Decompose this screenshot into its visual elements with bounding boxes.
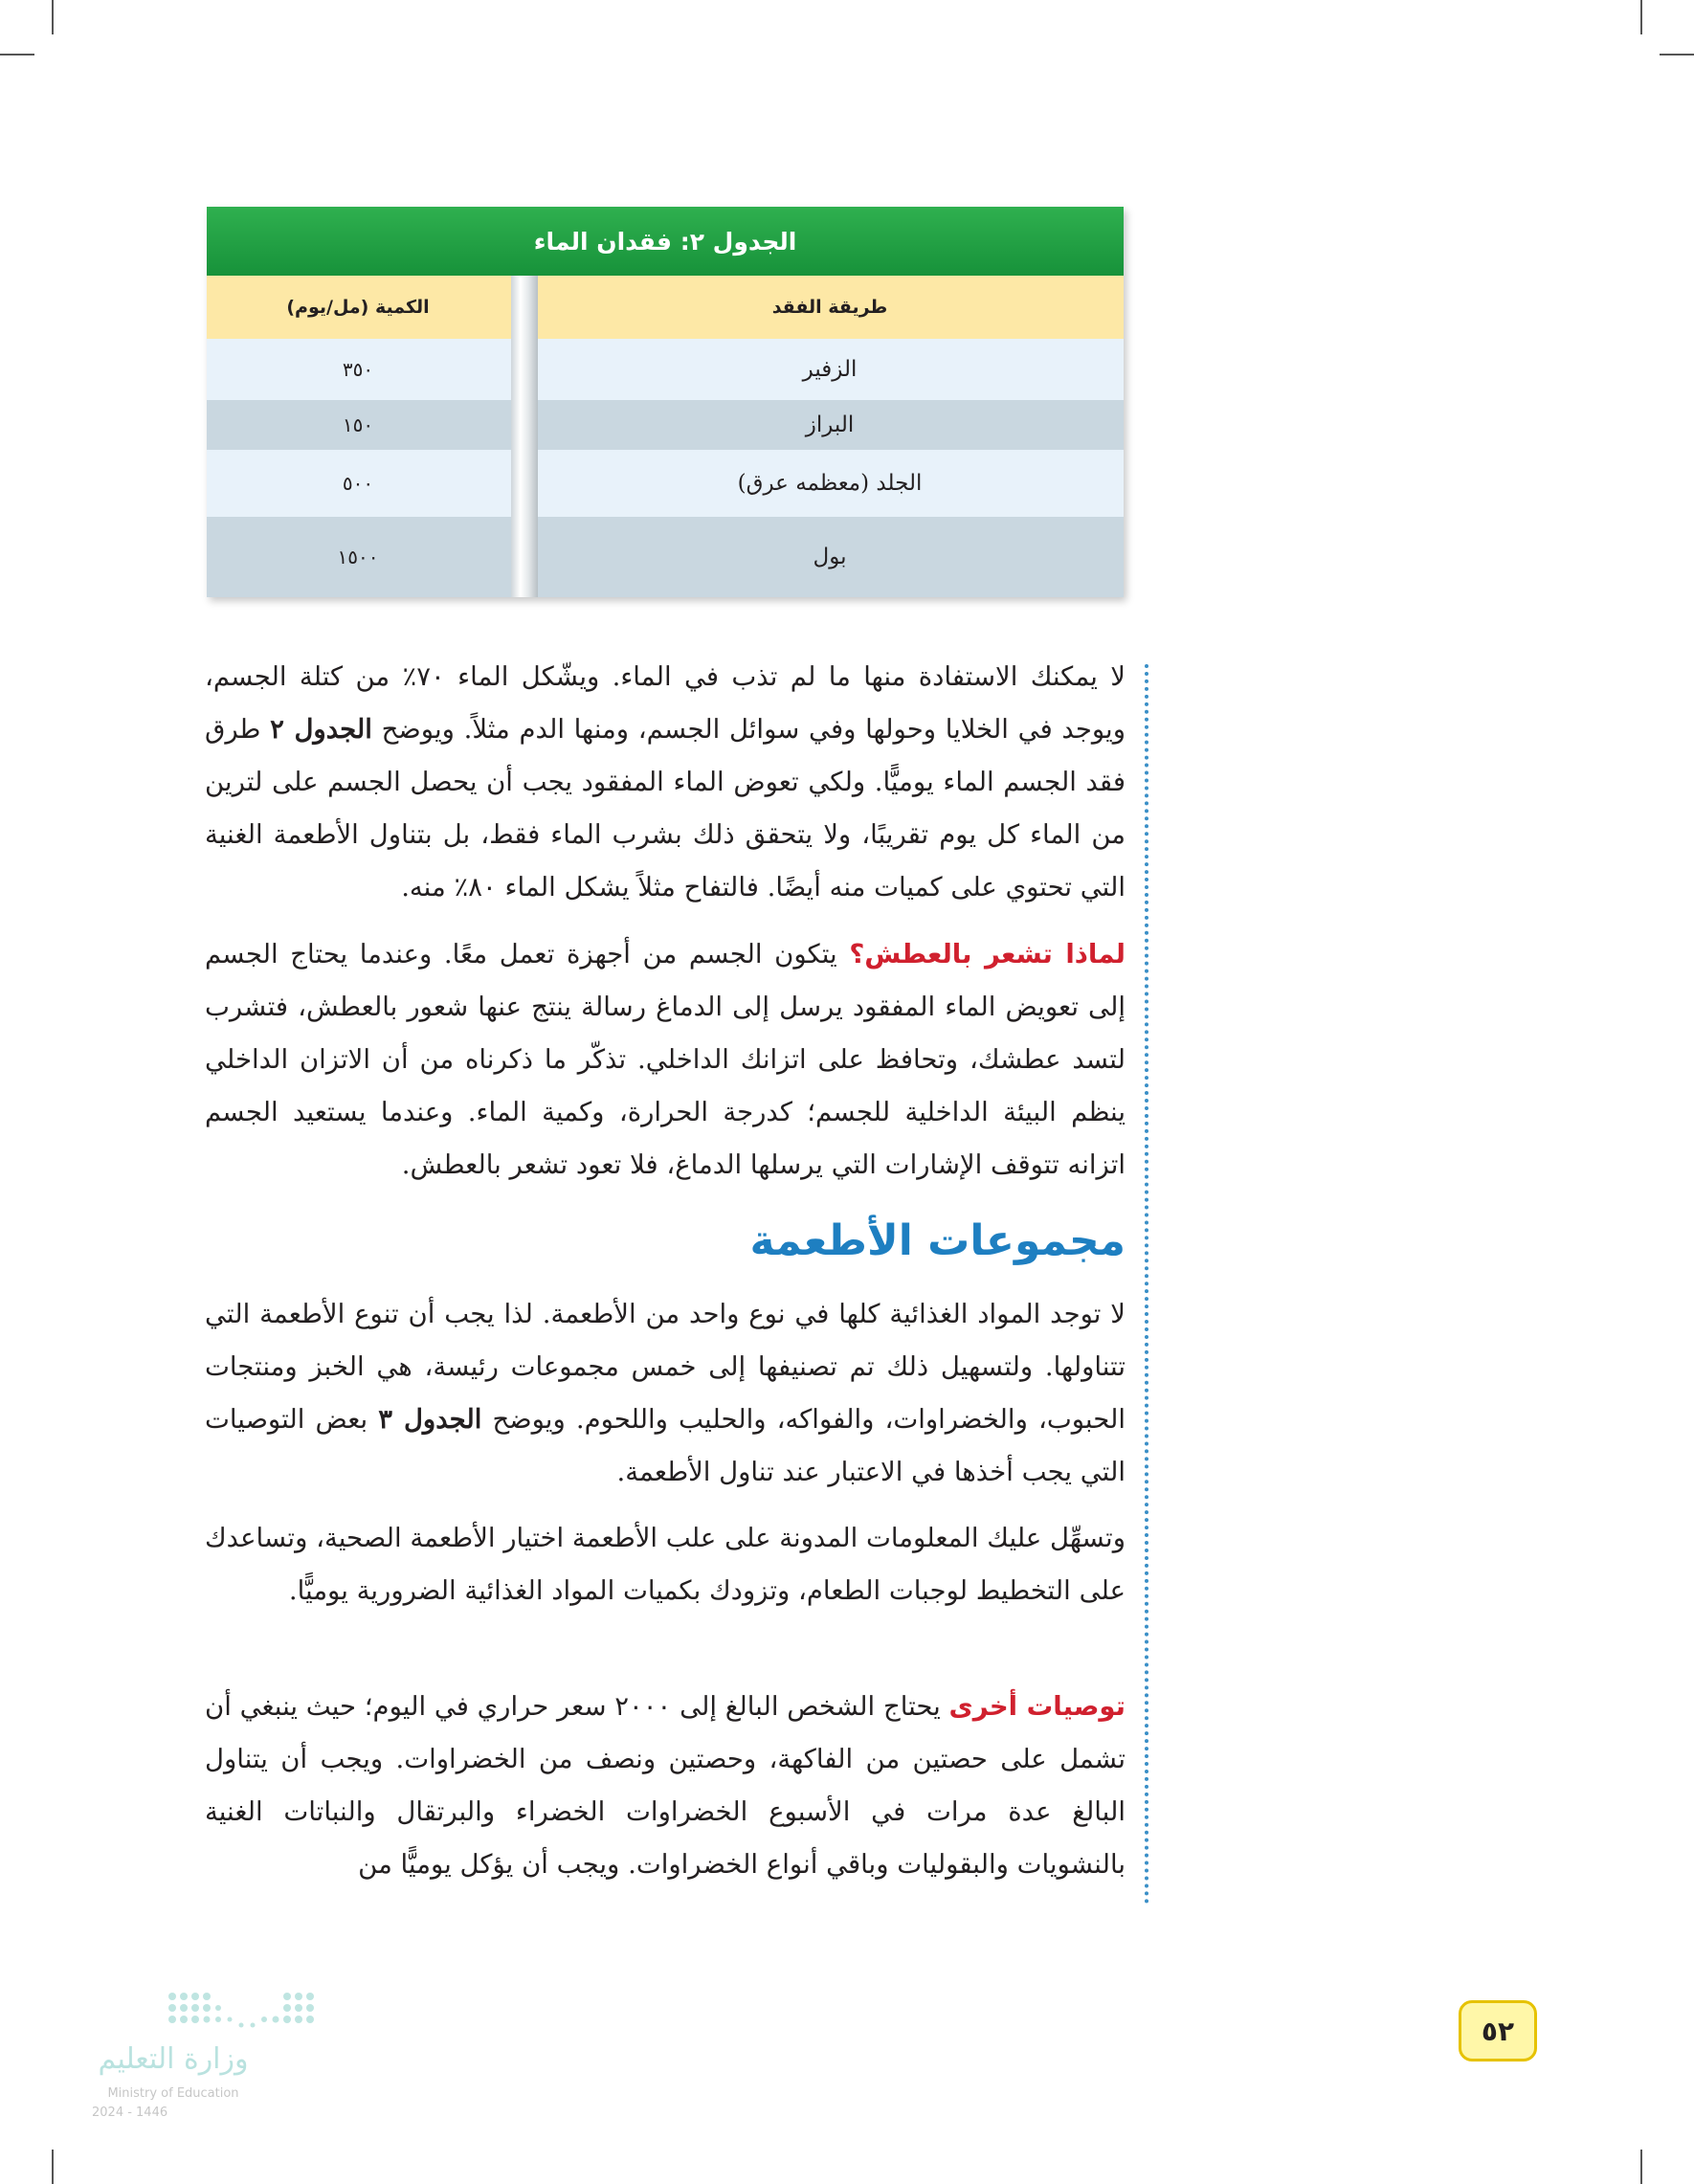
- cell-quantity: ٣٥٠: [342, 358, 374, 381]
- paragraph-food-labels: [205, 1512, 1126, 1617]
- table-row: [207, 450, 1124, 517]
- ministry-name-english: Ministry of Education: [107, 2086, 239, 2101]
- para5-text: يحتاج الشخص البالغ إلى ٢٠٠٠ سعر حراري في اليوم؛ حيث ينبغي أن تشمل على حصتين من الفاكهة، وحصتين ونصف من الخضراوات. ويجب أن يتناول البالغ عدة مرات في الأسبوع الخضراوات الخضراء والبرتقال والنباتات الغنية بالنشويات والبقوليات وباقي أنواع الخضراوات. ويجب أن يؤكل يوميًّا من: [205, 1691, 1126, 1880]
- para2-text: يتكون الجسم من أجهزة تعمل معًا. وعندما يحتاج الجسم إلى تعويض الماء المفقود يرسل إلى الدماغ رسالة ينتج عنها شعور بالعطش، فتشرب لتسد عطشك، وتحافظ على اتزانك الداخلي. تذكّر ما ذكرناه من أن الاتزان الداخلي ينظم البيئة الداخلية للجسم؛ كدرجة الحرارة، وكمية الماء. وعندما يستعيد الجسم اتزانه تتوقف الإشارات التي يرسلها الدماغ، فلا تعود تشعر بالعطش.: [205, 939, 1126, 1180]
- crop-mark: [1660, 54, 1694, 56]
- ministry-name-arabic: وزارة التعليم: [98, 2042, 249, 2076]
- table-title: الجدول ٢: فقدان الماء: [207, 207, 1124, 276]
- cell-method: الجلد (معظمه عرق): [737, 471, 923, 496]
- cell-method: بول: [813, 545, 847, 569]
- cell-method: البراز: [805, 412, 855, 437]
- table-header-row: [207, 276, 1124, 339]
- cell-quantity: ١٥٠: [342, 413, 374, 436]
- cell-quantity: ١٥٠٠: [337, 546, 379, 568]
- cell-quantity: ٥٠٠: [342, 472, 374, 495]
- recommendations-keyword: توصيات أخرى: [948, 1691, 1126, 1722]
- crop-mark: [52, 2150, 54, 2184]
- crop-mark: [1640, 2150, 1642, 2184]
- table-row: [207, 339, 1124, 400]
- cell-method: الزفير: [802, 357, 858, 382]
- crop-mark: [0, 54, 34, 56]
- para3-text-b: بعض التوصيات التي يجب أخذها في الاعتبار عند تناول الأطعمة.: [205, 1404, 1126, 1487]
- header-method: طريقة الفقد: [771, 297, 888, 318]
- table2-reference: الجدول ٢: [270, 714, 372, 745]
- para3-text-a: لا توجد المواد الغذائية كلها في نوع واحد من الأطعمة. لذا يجب أن تنوع الأطعمة التي تتناولها. ولتسهيل ذلك تم تصنيفها إلى خمس مجموعات رئيسة، هي الخبز ومنتجات الحبوب، والخضراوات، والفواكه، والحليب واللحوم. ويوضح: [205, 1299, 1126, 1435]
- thirst-keyword: لماذا تشعر بالعطش؟: [849, 939, 1126, 969]
- paragraph-food-groups: [205, 1288, 1126, 1499]
- para4-text: وتسهِّل عليك المعلومات المدونة على علب الأطعمة اختيار الأطعمة الصحية، وتساعدك على التخطيط لوجبات الطعام، وتزودك بكميات المواد الغذائية الضرورية يوميًّا.: [205, 1523, 1126, 1606]
- ministry-logo-dots-icon: [165, 1987, 322, 2035]
- table3-reference: الجدول ٣: [378, 1404, 482, 1435]
- edition-year: 2024 - 1446: [92, 2106, 168, 2120]
- ministry-logo: [92, 1987, 322, 2130]
- section-heading-food-groups: مجموعات الأطعمة: [749, 1216, 1126, 1265]
- crop-mark: [1640, 0, 1642, 34]
- para1-text-b: طرق فقد الجسم الماء يوميًّا. ولكي تعوض الماء المفقود يجب أن يحصل الجسم على لترين من الماء كل يوم تقريبًا، ولا يتحقق ذلك بشرب الماء فقط، بل بتناول الأطعمة الغنية التي تحتوي على كميات منه أيضًا. فالتفاح مثلاً يشكل الماء ٨٠٪ منه.: [205, 714, 1126, 903]
- crop-mark: [52, 0, 54, 34]
- margin-dotted-rule: [1145, 664, 1148, 1905]
- table-row: [207, 517, 1124, 597]
- paragraph-water: [205, 651, 1126, 914]
- page-number: ٥٢: [1459, 2000, 1537, 2061]
- table-row: [207, 400, 1124, 450]
- para1-text-a: لا يمكنك الاستفادة منها ما لم تذب في الماء. ويشّكل الماء ٧٠٪ من كتلة الجسم، ويوجد في الخلايا وحولها وفي سوائل الجسم، ومنها الدم مثلاً. ويوضح: [205, 661, 1126, 745]
- header-quantity: الكمية (مل/يوم): [286, 297, 430, 318]
- column-divider: [511, 276, 538, 597]
- paragraph-thirst: [205, 928, 1126, 1192]
- paragraph-recommendations: [205, 1681, 1126, 1891]
- water-loss-table: [207, 207, 1124, 597]
